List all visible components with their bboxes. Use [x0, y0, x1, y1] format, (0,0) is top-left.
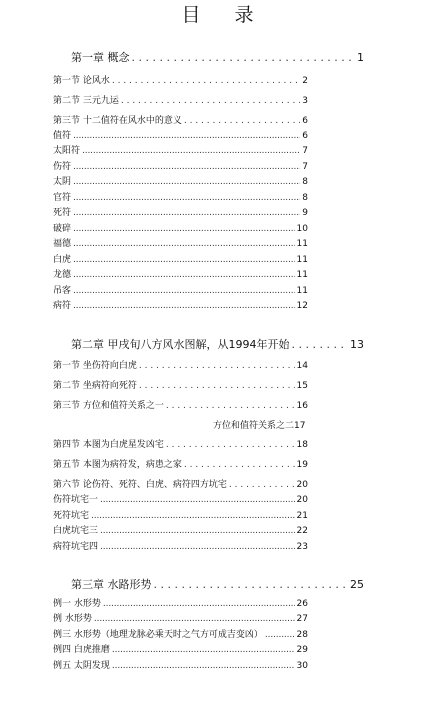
page-title: 目 录	[181, 4, 268, 26]
item-label: 病符	[53, 301, 72, 311]
item-page: 20	[296, 495, 308, 505]
toc-item[interactable]	[53, 190, 308, 203]
item-label: 吊客	[53, 286, 72, 296]
section-page: 19	[296, 460, 308, 470]
leader-dots	[73, 255, 295, 265]
item-page: 7	[302, 146, 308, 156]
leader-dots	[73, 193, 300, 203]
section-page: 18	[296, 440, 308, 450]
toc-item[interactable]	[53, 252, 308, 265]
item-page: 30	[296, 661, 308, 671]
section-page: 20	[296, 480, 308, 490]
leader-dots	[100, 542, 295, 552]
item-page: 11	[296, 255, 308, 265]
leader-dots	[265, 630, 295, 640]
toc-item[interactable]	[53, 298, 308, 311]
item-label: 伤符坑宅一	[53, 495, 99, 505]
toc-item[interactable]	[53, 658, 308, 671]
section-label: 第三节 方位和值符关系之一	[53, 401, 164, 411]
toc-item[interactable]	[53, 283, 308, 296]
section-page: 15	[296, 381, 308, 391]
toc-section[interactable]	[53, 398, 308, 411]
toc-item[interactable]	[53, 492, 308, 505]
section-label: 第二节 三元九运	[53, 96, 119, 106]
item-page: 8	[302, 193, 308, 203]
leader-dots	[112, 76, 300, 86]
item-page: 7	[302, 162, 308, 172]
leader-dots	[139, 381, 295, 391]
toc-section[interactable]	[53, 113, 308, 126]
item-label: 太阴	[53, 177, 72, 187]
toc-item[interactable]	[53, 128, 308, 141]
leader-dots	[73, 239, 295, 249]
toc-item[interactable]	[53, 143, 308, 156]
leader-dots	[82, 146, 300, 156]
item-page: 11	[296, 270, 308, 280]
item-page: 22	[296, 526, 308, 536]
toc-section[interactable]	[53, 437, 308, 450]
item-label: 太阳符	[53, 146, 81, 156]
standalone-label: 方位和值符关系之二	[213, 421, 295, 431]
section-label: 第六节 论伤符、死符、白虎、病符四方坑宅	[53, 480, 227, 490]
item-page: 8	[302, 177, 308, 187]
toc-section[interactable]	[53, 358, 308, 371]
section-label: 第一节 坐伤符向白虎	[53, 361, 137, 371]
toc-item[interactable]	[53, 267, 308, 280]
toc-chapter-2[interactable]	[71, 336, 364, 352]
item-page: 12	[296, 301, 308, 311]
item-page: 9	[302, 208, 308, 218]
leader-dots	[73, 224, 295, 234]
item-label: 值符	[53, 131, 72, 141]
toc-chapter-1[interactable]	[71, 49, 364, 65]
toc-section[interactable]	[53, 457, 308, 470]
leader-dots	[94, 614, 295, 624]
toc-section[interactable]	[53, 73, 308, 86]
leader-dots	[91, 511, 295, 521]
toc-item[interactable]	[53, 236, 308, 249]
section-label: 第四节 本图为白虎星发凶宅	[53, 440, 164, 450]
item-page: 28	[296, 630, 308, 640]
leader-dots	[73, 162, 300, 172]
section-page: 3	[302, 96, 308, 106]
item-page: 11	[296, 286, 308, 296]
leader-dots	[73, 301, 295, 311]
toc-item[interactable]	[53, 596, 308, 609]
item-page: 23	[296, 542, 308, 552]
item-page: 27	[296, 614, 308, 624]
chapter-label: 第一章 概念	[71, 51, 130, 64]
section-label: 第五节 本图为病符发，病患之家	[53, 460, 182, 470]
item-label: 龙德	[53, 270, 72, 280]
item-label: 病符坑宅四	[53, 542, 99, 552]
section-label: 第一节 论风水	[53, 76, 110, 86]
leader-dots	[73, 270, 295, 280]
leader-dots	[103, 599, 295, 609]
item-label: 例四 白虎推磨	[53, 645, 110, 655]
toc-item[interactable]	[53, 611, 308, 624]
toc-item[interactable]	[53, 523, 308, 536]
chapter-label: 第三章 水路形势	[71, 578, 152, 591]
toc-standalone-entry[interactable]	[213, 418, 305, 431]
leader-dots	[73, 286, 295, 296]
section-page: 16	[296, 401, 308, 411]
toc-item[interactable]	[53, 539, 308, 552]
toc-item[interactable]	[53, 627, 308, 640]
toc-item[interactable]	[53, 205, 308, 218]
toc-item[interactable]	[53, 174, 308, 187]
toc-item[interactable]	[53, 508, 308, 521]
toc-section[interactable]	[53, 477, 308, 490]
leader-dots	[154, 578, 349, 591]
chapter-page: 25	[350, 578, 364, 591]
leader-dots	[184, 460, 295, 470]
leader-dots	[100, 526, 295, 536]
item-label: 死符	[53, 208, 72, 218]
toc-section[interactable]	[53, 378, 308, 391]
section-page: 6	[302, 116, 308, 126]
toc-chapter-3[interactable]	[71, 576, 364, 592]
toc-item[interactable]	[53, 221, 308, 234]
section-page: 2	[302, 76, 308, 86]
item-label: 白虎坑宅三	[53, 526, 99, 536]
leader-dots	[100, 495, 295, 505]
toc-item[interactable]	[53, 159, 308, 172]
chapter-page: 1	[357, 51, 364, 64]
item-label: 官符	[53, 193, 72, 203]
item-label: 死符坑宅	[53, 511, 90, 521]
leader-dots	[121, 96, 300, 106]
chapter-label: 第二章 甲戌旬八方风水图解，从1994年开始	[71, 338, 290, 351]
leader-dots	[184, 116, 300, 126]
item-page: 29	[296, 645, 308, 655]
leader-dots	[73, 177, 300, 187]
leader-dots	[166, 440, 295, 450]
item-page: 10	[296, 224, 308, 234]
item-label: 伤符	[53, 162, 72, 172]
leader-dots	[73, 208, 300, 218]
leader-dots	[112, 645, 295, 655]
item-page: 26	[296, 599, 308, 609]
leader-dots	[139, 361, 295, 371]
leader-dots	[73, 131, 300, 141]
item-page: 6	[302, 131, 308, 141]
toc-section[interactable]	[53, 93, 308, 106]
chapter-page: 13	[350, 338, 364, 351]
leader-dots	[229, 480, 295, 490]
leader-dots	[112, 661, 295, 671]
leader-dots	[132, 51, 356, 64]
item-page: 21	[296, 511, 308, 521]
item-label: 例一 水形势	[53, 599, 101, 609]
item-label: 福德	[53, 239, 72, 249]
item-label: 破碎	[53, 224, 72, 234]
section-label: 第三节 十二值符在风水中的意义	[53, 116, 182, 126]
section-label: 第二节 坐病符向死符	[53, 381, 137, 391]
leader-dots	[292, 338, 349, 351]
item-label: 白虎	[53, 255, 72, 265]
item-label: 例五 太阴发现	[53, 661, 110, 671]
toc-item[interactable]	[53, 642, 308, 655]
section-page: 14	[296, 361, 308, 371]
leader-dots	[166, 401, 295, 411]
item-label: 例三 水形势（地理龙脉必乘天时之气方可成吉变凶）	[53, 630, 263, 640]
standalone-page: 17	[294, 421, 306, 431]
item-page: 11	[296, 239, 308, 249]
item-label: 例 水形势	[53, 614, 92, 624]
